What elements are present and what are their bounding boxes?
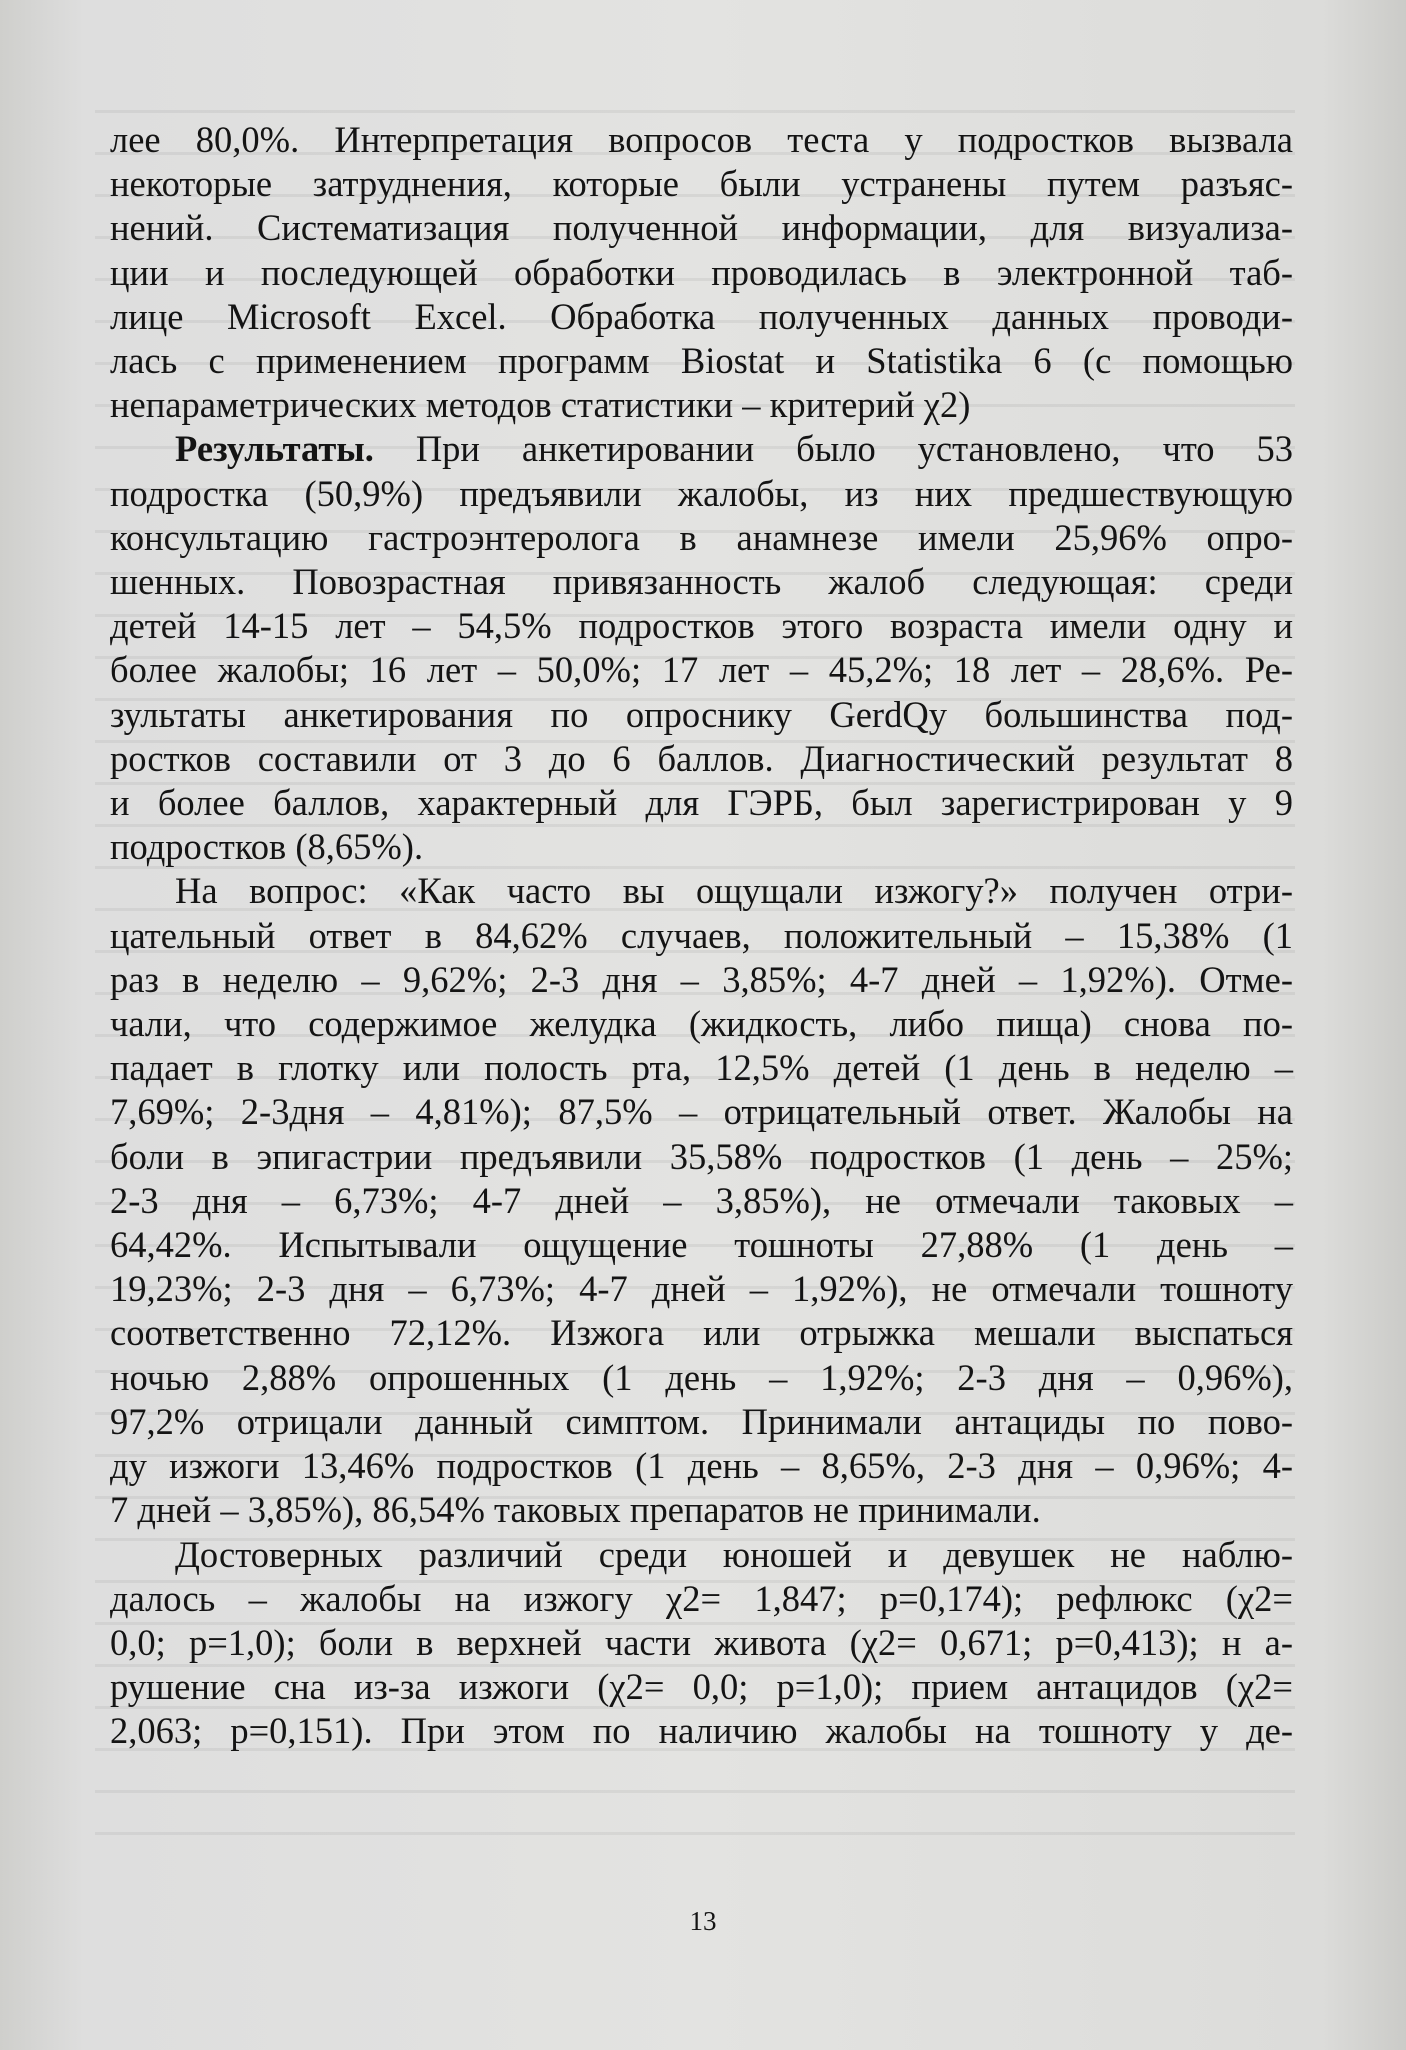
text-line: детей 14-15 лет – 54,5% подростков этого возраста имели одну и [110,605,1293,647]
text-line: 97,2% отрицали данный симптом. Принимали антациды по пово- [110,1400,1293,1442]
text-line: Достоверных различий среди юношей и девушек не наблю- [175,1533,1293,1575]
text-line: рушение сна из-за изжоги (χ2= 0,0; p=1,0); прием антацидов (χ2= [110,1666,1293,1708]
text-line: зультаты анкетирования по опроснику GerdQy большинства под- [110,693,1293,735]
text-line: некоторые затруднения, которые были устранены путем разъяс- [110,163,1293,205]
results-heading: Результаты. [175,428,374,470]
text-line: подростка (50,9%) предъявили жалобы, из них предшествующую [110,472,1293,514]
text-line: 7 дней – 3,85%), 86,54% таковых препаратов не принимали. [110,1489,1041,1531]
text-line: 0,0; p=1,0); боли в верхней части живота (χ2= 0,671; p=0,413); н а- [110,1621,1293,1663]
text-line: ростков составили от 3 до 6 баллов. Диагностический результат 8 [110,737,1293,779]
text-line: соответственно 72,12%. Изжога или отрыжка мешали выспаться [110,1312,1293,1354]
paragraph-heartburn [110,869,1293,1532]
paragraph-differences [110,1533,1293,1754]
text-line: чали, что содержимое желудка (жидкость, либо пища) снова по- [110,1003,1293,1045]
text-line: нений. Систематизация полученной информации, для визуализа- [110,207,1293,249]
text-line: 2,063; p=0,151). При этом по наличию жалобы на тошноту у де- [110,1710,1293,1752]
text-line: лась с применением программ Biostat и Statistika 6 (с помощью [110,340,1293,382]
text-line: 2-3 дня – 6,73%; 4-7 дней – 3,85%), не отмечали таковых – [110,1179,1293,1221]
text-line: консультацию гастроэнтеролога в анамнезе имели 25,96% опро- [110,516,1293,558]
page-number: 13 [689,1906,717,1936]
text-line: далось – жалобы на изжогу χ2= 1,847; p=0,174); рефлюкс (χ2= [110,1577,1293,1619]
text-line: 64,42%. Испытывали ощущение тошноты 27,88% (1 день – [110,1224,1293,1266]
text-line: подростков (8,65%). [110,826,424,868]
text-line: падает в глотку или полость рта, 12,5% детей (1 день в неделю – [110,1047,1293,1089]
text-line: 19,23%; 2-3 дня – 6,73%; 4-7 дней – 1,92%), не отмечали тошноту [110,1268,1293,1310]
text-line: боли в эпигастрии предъявили 35,58% подростков (1 день – 25%; [110,1135,1293,1177]
text-line: На вопрос: «Как часто вы ощущали изжогу?» получен отри- [175,870,1293,912]
text-line: раз в неделю – 9,62%; 2-3 дня – 3,85%; 4-7 дней – 1,92%). Отме- [110,958,1293,1000]
text-line [110,427,1293,471]
text-line: ночью 2,88% опрошенных (1 день – 1,92%; 2-3 дня – 0,96%), [110,1356,1293,1398]
text-line: цательный ответ в 84,62% случаев, положительный – 15,38% (1 [110,914,1293,956]
text-line: и более баллов, характерный для ГЭРБ, был зарегистрирован у 9 [110,782,1293,824]
text-line: 7,69%; 2-3дня – 4,81%); 87,5% – отрицательный ответ. Жалобы на [110,1091,1293,1133]
text-line: шенных. Повозрастная привязанность жалоб следующая: среди [110,561,1293,603]
text-line: лице Microsoft Excel. Обработка полученных данных проводи- [110,295,1293,337]
text-fragment: При анкетировании было установлено, что 53 [373,428,1293,470]
text-line: ции и последующей обработки проводилась в электронной таб- [110,251,1293,293]
text-line: лее 80,0%. Интерпретация вопросов теста у подростков вызвала [110,119,1293,160]
paragraph-methods [110,118,1293,427]
text-line: более жалобы; 16 лет – 50,0%; 17 лет – 45,2%; 18 лет – 28,6%. Ре- [110,649,1293,691]
text-line: ду изжоги 13,46% подростков (1 день – 8,65%, 2-3 дня – 0,96%; 4- [110,1445,1293,1487]
paragraph-results [110,427,1293,869]
body-text [110,118,1293,1754]
text-line: непараметрических методов статистики – критерий χ2) [110,384,971,426]
